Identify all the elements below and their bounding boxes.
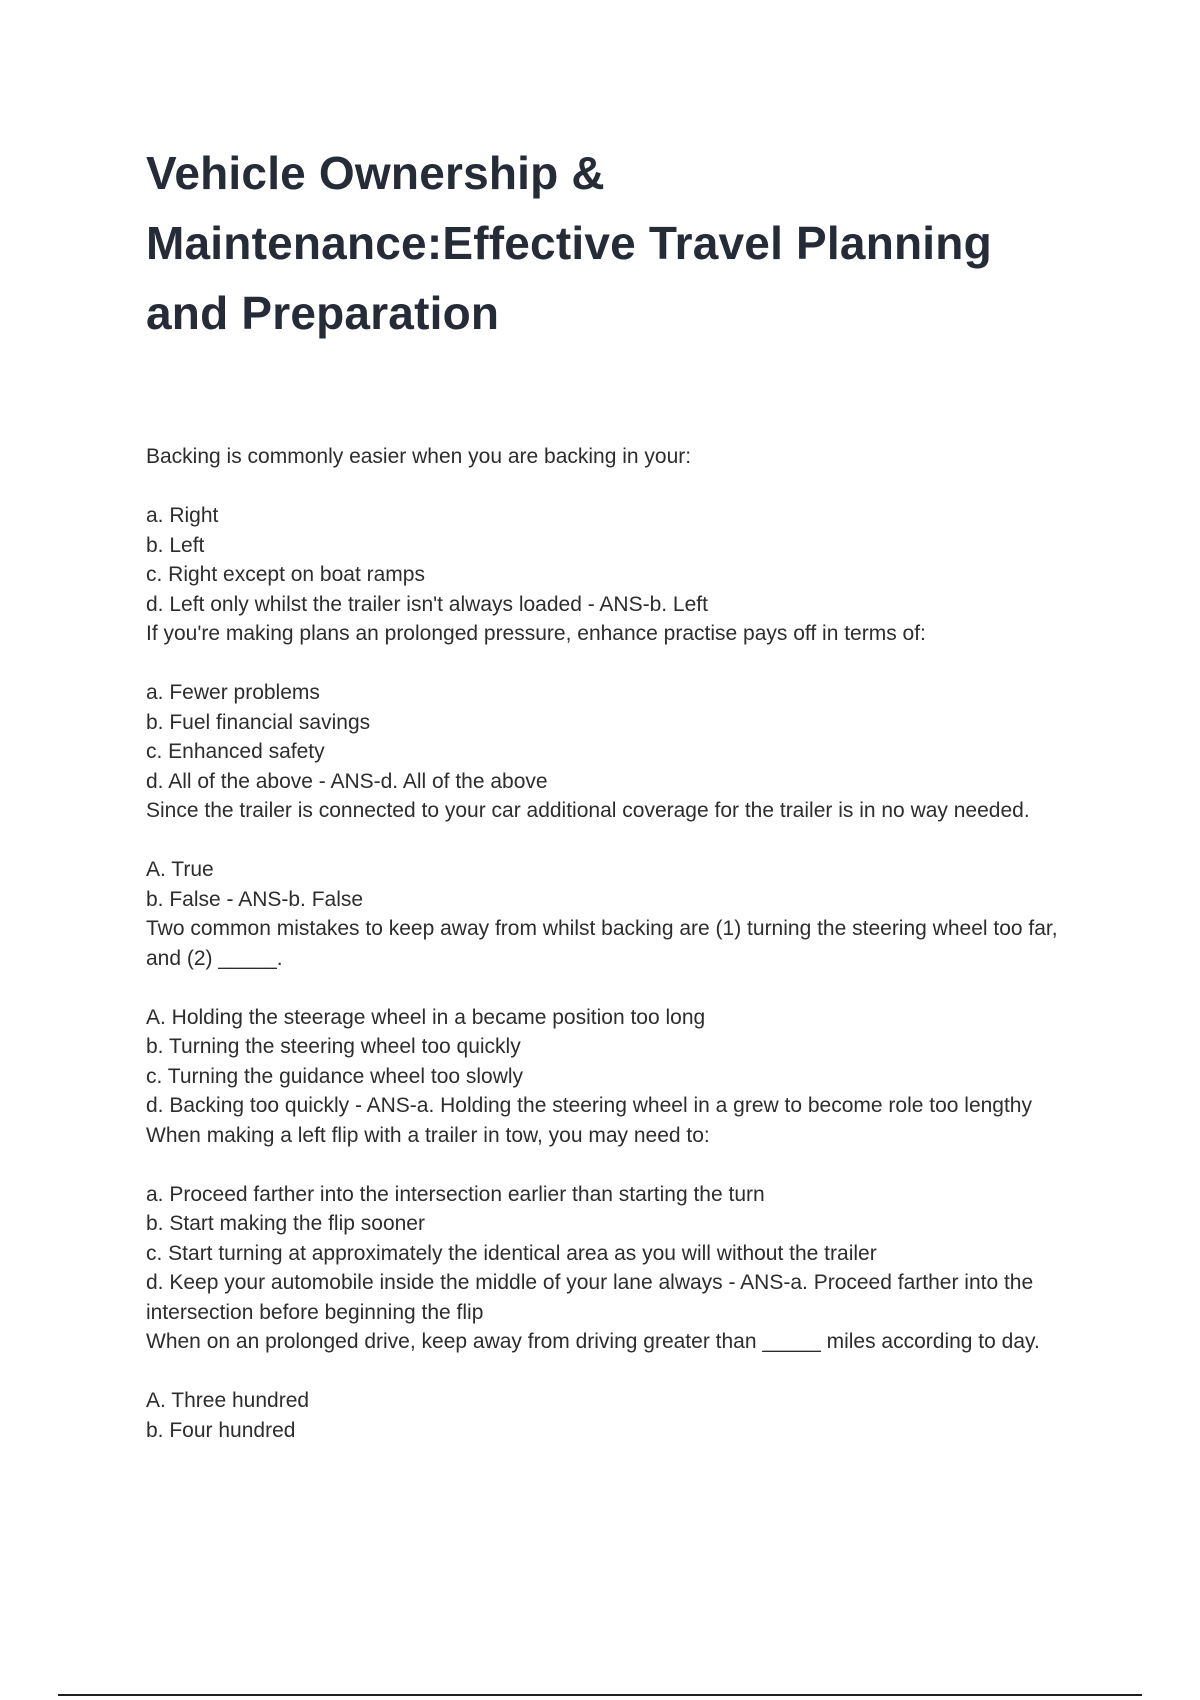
answer-option: c. Start turning at approximately the identical area as you will without the trailer <box>146 1241 877 1265</box>
answer-option: d. Backing too quickly - ANS-a. Holding the steering wheel in a grew to become role too lengthy <box>146 1094 1032 1117</box>
question-text: When making a left flip with a trailer in tow, you may need to: <box>146 1123 710 1147</box>
answer-options <box>146 678 1086 796</box>
question-block <box>146 1121 1086 1328</box>
question-block <box>146 1327 1086 1445</box>
answer-options <box>146 501 1086 619</box>
question-text: Since the trailer is connected to your car additional coverage for the trailer is in no way needed. <box>146 799 1030 822</box>
answer-options <box>146 855 1086 914</box>
answer-option: c. Enhanced safety <box>146 740 325 763</box>
question-block <box>146 914 1086 1121</box>
answer-option: a. Proceed farther into the intersection earlier than starting the turn <box>146 1182 765 1206</box>
answer-option: c. Turning the guidance wheel too slowly <box>146 1064 524 1088</box>
answer-option: d. Left only whilst the trailer isn't always loaded - ANS-b. Left <box>146 592 708 616</box>
answer-option: A. True <box>146 858 214 881</box>
question-text: If you're making plans an prolonged pressure, enhance practise pays off in terms of: <box>146 622 926 645</box>
document-title: Vehicle Ownership & Maintenance:Effective Travel Planning and Preparation <box>146 147 992 339</box>
question-block <box>146 796 1086 914</box>
answer-option: d. Keep your automobile inside the middle of your lane always - ANS-a. Proceed farther into the intersection before beginning the flip <box>146 1271 1034 1324</box>
question-text: Two common mistakes to keep away from whilst backing are (1) turning the steering wheel too far, and (2) _____. <box>146 917 1058 970</box>
question-block <box>146 442 1086 619</box>
answer-option: d. All of the above - ANS-d. All of the above <box>146 769 548 793</box>
answer-options <box>146 1003 1086 1121</box>
question-block <box>146 619 1086 796</box>
answer-options <box>146 1386 1086 1445</box>
answer-option: b. Start making the flip sooner <box>146 1212 425 1235</box>
answer-option: b. False - ANS-b. False <box>146 887 364 911</box>
answer-option: b. Four hundred <box>146 1418 296 1442</box>
answer-option: b. Fuel financial savings <box>146 710 371 734</box>
answer-option: a. Fewer problems <box>146 681 320 704</box>
question-text: Backing is commonly easier when you are backing in your: <box>146 445 692 468</box>
answer-options <box>146 1180 1086 1328</box>
answer-option: b. Turning the steering wheel too quickly <box>146 1035 521 1058</box>
answer-option: b. Left <box>146 533 205 557</box>
footer-divider <box>58 1694 1142 1696</box>
answer-option: a. Right <box>146 504 219 527</box>
answer-option: c. Right except on boat ramps <box>146 563 425 586</box>
question-list <box>146 442 1086 1445</box>
answer-option: A. Three hundred <box>146 1389 310 1412</box>
question-text: When on an prolonged drive, keep away from driving greater than _____ miles according to day. <box>146 1330 1040 1353</box>
answer-option: A. Holding the steerage wheel in a became position too long <box>146 1005 706 1029</box>
